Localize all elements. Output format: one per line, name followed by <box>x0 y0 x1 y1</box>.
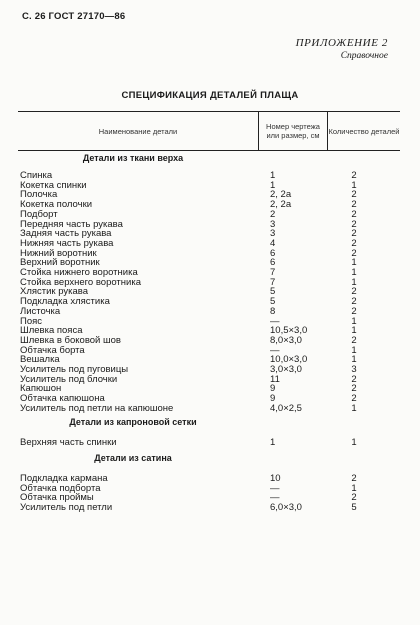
drawing-number: 3 <box>270 218 276 230</box>
drawing-number: 1 <box>270 437 276 448</box>
part-name: Пояс <box>20 315 43 327</box>
part-name: Кокетка спинки <box>20 179 87 191</box>
appendix-note: Справочное <box>340 50 388 61</box>
document-title: СПЕЦИФИКАЦИЯ ДЕТАЛЕЙ ПЛАЩА <box>121 90 299 101</box>
part-name: Обтачка борта <box>20 344 85 356</box>
part-quantity: 2 <box>351 373 357 385</box>
header-bottom-rule <box>18 150 400 151</box>
drawing-number: 5 <box>270 286 276 298</box>
column-header-name: Наименование детали <box>98 126 178 136</box>
part-name: Стойка нижнего воротника <box>20 267 138 278</box>
drawing-number: 8 <box>270 305 276 317</box>
part-name: Листочка <box>20 305 61 317</box>
drawing-number: — <box>270 315 280 327</box>
section-title: Детали из сатина <box>94 453 172 463</box>
part-quantity: 2 <box>351 393 357 405</box>
part-name: Нижний воротник <box>20 247 97 259</box>
table-row <box>18 307 400 317</box>
drawing-number: — <box>270 492 280 504</box>
column-header-qty: Количество деталей <box>328 126 400 136</box>
drawing-number: 6 <box>270 257 276 269</box>
part-quantity: 1 <box>351 325 357 337</box>
part-name: Обтачка капюшона <box>20 393 105 405</box>
part-name: Усилитель под блочки <box>20 373 118 385</box>
section-title: Детали из капроновой сетки <box>69 417 197 427</box>
part-name: Нижняя часть рукава <box>20 237 114 249</box>
drawing-number: 7 <box>270 276 276 288</box>
appendix-title: ПРИЛОЖЕНИЕ 2 <box>295 37 388 49</box>
part-quantity: 3 <box>351 364 357 375</box>
drawing-number: 5 <box>270 296 276 308</box>
part-name: Усилитель под петли на капюшоне <box>20 402 174 414</box>
part-quantity: 2 <box>351 286 357 298</box>
part-name: Кокетка полочки <box>20 199 93 211</box>
drawing-number: 9 <box>270 383 276 395</box>
part-quantity: 2 <box>351 305 357 317</box>
drawing-number: 2 <box>270 208 276 220</box>
appendix-label <box>296 37 388 63</box>
drawing-number: 9 <box>270 393 276 405</box>
table-row <box>18 346 400 356</box>
drawing-number: 2, 2а <box>270 199 292 211</box>
section-title: Детали из ткани верха <box>82 153 184 163</box>
drawing-number: 4 <box>270 237 276 249</box>
part-name: Усилитель под петли <box>20 502 113 514</box>
part-quantity: 2 <box>351 228 357 240</box>
part-quantity: 1 <box>351 267 357 278</box>
part-quantity: 2 <box>351 199 357 211</box>
part-name: Усилитель под пуговицы <box>20 364 129 375</box>
part-name: Обтачка проймы <box>20 492 94 504</box>
drawing-number: 1 <box>270 179 276 191</box>
drawing-number: — <box>270 482 280 494</box>
part-quantity: 1 <box>351 482 357 494</box>
part-quantity: 2 <box>351 170 357 181</box>
part-quantity: 2 <box>351 208 357 220</box>
drawing-number: 3 <box>270 228 276 240</box>
part-quantity: 1 <box>351 179 357 191</box>
part-name: Капюшон <box>20 383 62 395</box>
drawing-number: 6 <box>270 247 276 259</box>
drawing-number: 10,0×3,0 <box>270 354 308 366</box>
page-reference: С. 26 ГОСТ 27170—86 <box>22 11 126 22</box>
part-quantity: 1 <box>351 315 357 327</box>
table-row <box>18 181 400 191</box>
part-quantity: 2 <box>351 237 357 249</box>
specification-table <box>18 111 400 514</box>
part-quantity: 2 <box>351 492 357 504</box>
part-name: Вешалка <box>20 354 60 366</box>
drawing-number: — <box>270 344 280 356</box>
drawing-number: 3,0×3,0 <box>270 364 302 375</box>
part-name: Верхняя часть спинки <box>20 437 117 448</box>
part-name: Верхний воротник <box>20 257 100 269</box>
part-name: Хлястик рукава <box>20 286 89 298</box>
part-name: Подкладка кармана <box>20 473 108 484</box>
part-name: Стойка верхнего воротника <box>20 276 141 288</box>
part-quantity: 2 <box>351 383 357 395</box>
part-name: Полочка <box>20 189 58 201</box>
drawing-number: 4,0×2,5 <box>270 402 302 414</box>
table-row <box>18 375 400 385</box>
part-quantity: 2 <box>351 473 357 484</box>
part-quantity: 1 <box>351 257 357 269</box>
drawing-number: 11 <box>270 373 280 385</box>
part-quantity: 2 <box>351 189 357 201</box>
part-quantity: 1 <box>351 437 357 448</box>
part-name: Подкладка хлястика <box>20 296 110 308</box>
drawing-number: 8,0×3,0 <box>270 334 302 346</box>
part-name: Обтачка подборта <box>20 482 101 494</box>
part-name: Передняя часть рукава <box>20 218 123 230</box>
drawing-number: 6,0×3,0 <box>270 502 302 514</box>
drawing-number: 1 <box>270 170 276 181</box>
part-name: Шлевка пояса <box>20 325 83 337</box>
part-quantity: 1 <box>351 276 357 288</box>
part-name: Задняя часть рукава <box>20 228 112 240</box>
table-row <box>18 438 400 448</box>
part-quantity: 1 <box>351 402 357 414</box>
part-name: Шлевка в боковой шов <box>20 334 121 346</box>
column-header-drawing: Номер чертежа или размер, см <box>266 122 320 140</box>
drawing-number: 2, 2а <box>270 189 292 201</box>
part-quantity: 5 <box>351 502 357 514</box>
table-row <box>18 200 400 210</box>
part-quantity: 2 <box>351 218 357 230</box>
drawing-number: 10,5×3,0 <box>270 325 308 337</box>
part-name: Спинка <box>20 170 53 181</box>
part-quantity: 1 <box>351 354 357 366</box>
part-quantity: 2 <box>351 334 357 346</box>
drawing-number: 10 <box>270 473 281 484</box>
table-row <box>18 404 400 414</box>
drawing-number: 7 <box>270 267 276 278</box>
part-quantity: 2 <box>351 296 357 308</box>
table-row <box>18 297 400 307</box>
part-quantity: 2 <box>351 247 357 259</box>
part-name: Подборт <box>20 208 58 220</box>
part-quantity: 1 <box>351 344 357 356</box>
table-row <box>18 503 400 513</box>
